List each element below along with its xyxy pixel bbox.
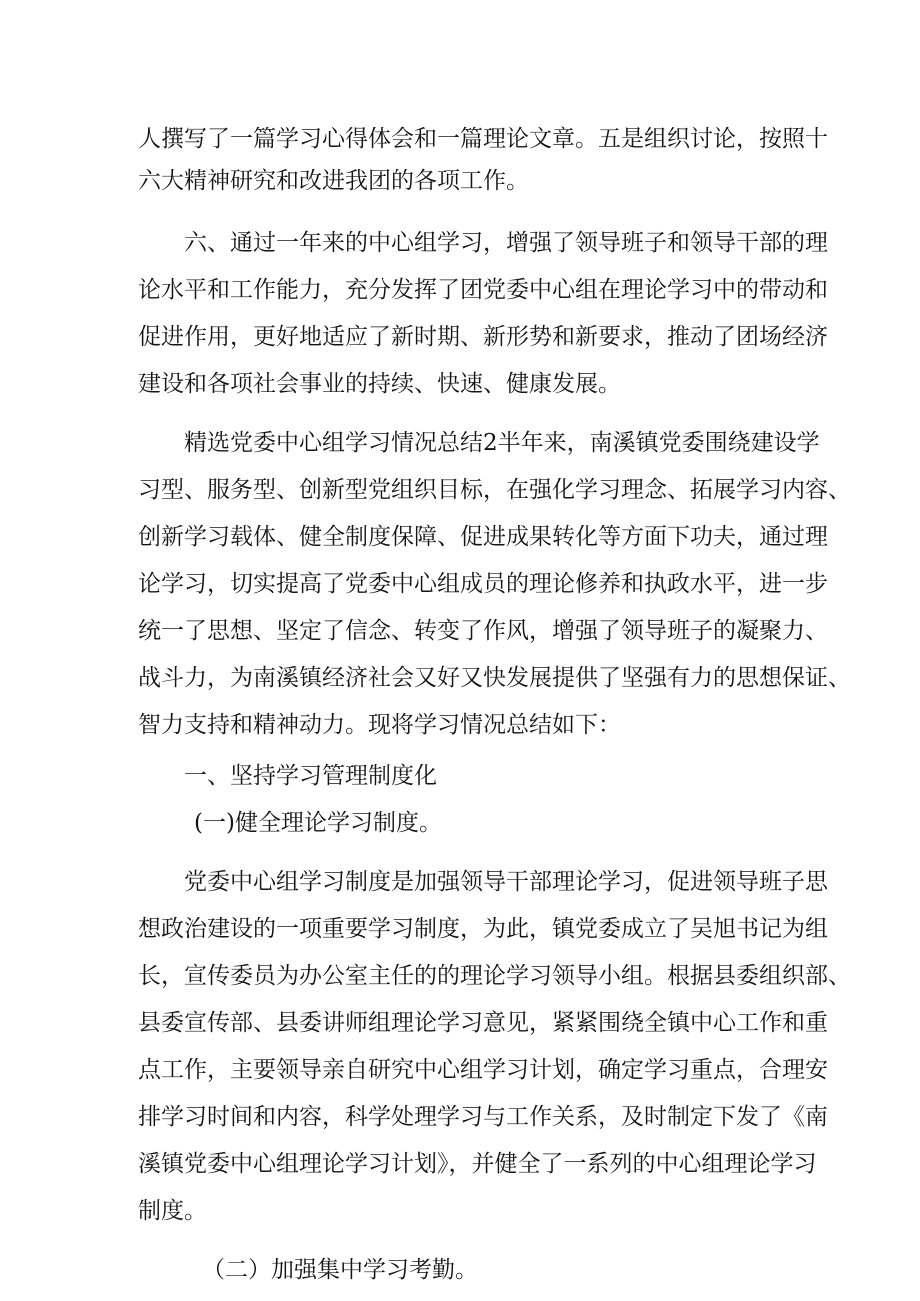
paragraph-line: 点工作，主要领导亲自研究中心组学习计划，确定学习重点，合理安	[138, 1057, 828, 1083]
paragraph-line: 战斗力，为南溪镇经济社会又好又快发展提供了坚强有力的思想保证、	[138, 665, 851, 691]
paragraph-line: 创新学习载体、健全制度保障、促进成果转化等方面下功夫，通过理	[138, 524, 828, 550]
paragraph-line: 县委宣传部、县委讲师组理论学习意见，紧紧围绕全镇中心工作和重	[138, 1010, 828, 1036]
section-heading: 一、坚持学习管理制度化	[184, 763, 437, 789]
paragraph-line: 长，宣传委员为办公室主任的的理论学习领导小组。根据县委组织部、	[138, 963, 851, 989]
paragraph-line: 建设和各项社会事业的持续、快速、健康发展。	[138, 371, 621, 397]
paragraph-line: 论学习，切实提高了党委中心组成员的理论修养和执政水平，进一步	[138, 571, 828, 597]
paragraph-line: 智力支持和精神动力。现将学习情况总结如下：	[138, 712, 621, 738]
subsection-heading: （二）加强集中学习考勤。	[202, 1257, 478, 1283]
paragraph-line: 党委中心组学习制度是加强领导干部理论学习，促进领导班子思	[184, 869, 828, 895]
paragraph-line: 六大精神研究和改进我团的各项工作。	[138, 168, 529, 194]
paragraph-line: 溪镇党委中心组理论学习计划》，并健全了一系列的中心组理论学习	[138, 1151, 817, 1177]
paragraph-line: 六、通过一年来的中心组学习，增强了领导班子和领导干部的理	[184, 230, 828, 256]
paragraph-line: 精选党委中心组学习情况总结2半年来，南溪镇党委围绕建设学	[184, 430, 820, 456]
paragraph-line: 排学习时间和内容，科学处理学习与工作关系，及时制定下发了《南	[138, 1104, 828, 1130]
paragraph-line: 制度。	[138, 1198, 207, 1224]
subsection-heading: (一)健全理论学习制度。	[194, 810, 442, 836]
paragraph-line: 习型、服务型、创新型党组织目标，在强化学习理念、拓展学习内容、	[138, 477, 851, 503]
paragraph-line: 论水平和工作能力，充分发挥了团党委中心组在理论学习中的带动和	[138, 277, 828, 303]
paragraph-line: 统一了思想、坚定了信念、转变了作风，增强了领导班子的凝聚力、	[138, 618, 828, 644]
paragraph-line: 人撰写了一篇学习心得体会和一篇理论文章。五是组织讨论，按照十	[138, 126, 828, 152]
paragraph-line: 促进作用，更好地适应了新时期、新形势和新要求，推动了团场经济	[138, 324, 828, 350]
paragraph-line: 想政治建设的一项重要学习制度，为此，镇党委成立了吴旭书记为组	[138, 916, 828, 942]
